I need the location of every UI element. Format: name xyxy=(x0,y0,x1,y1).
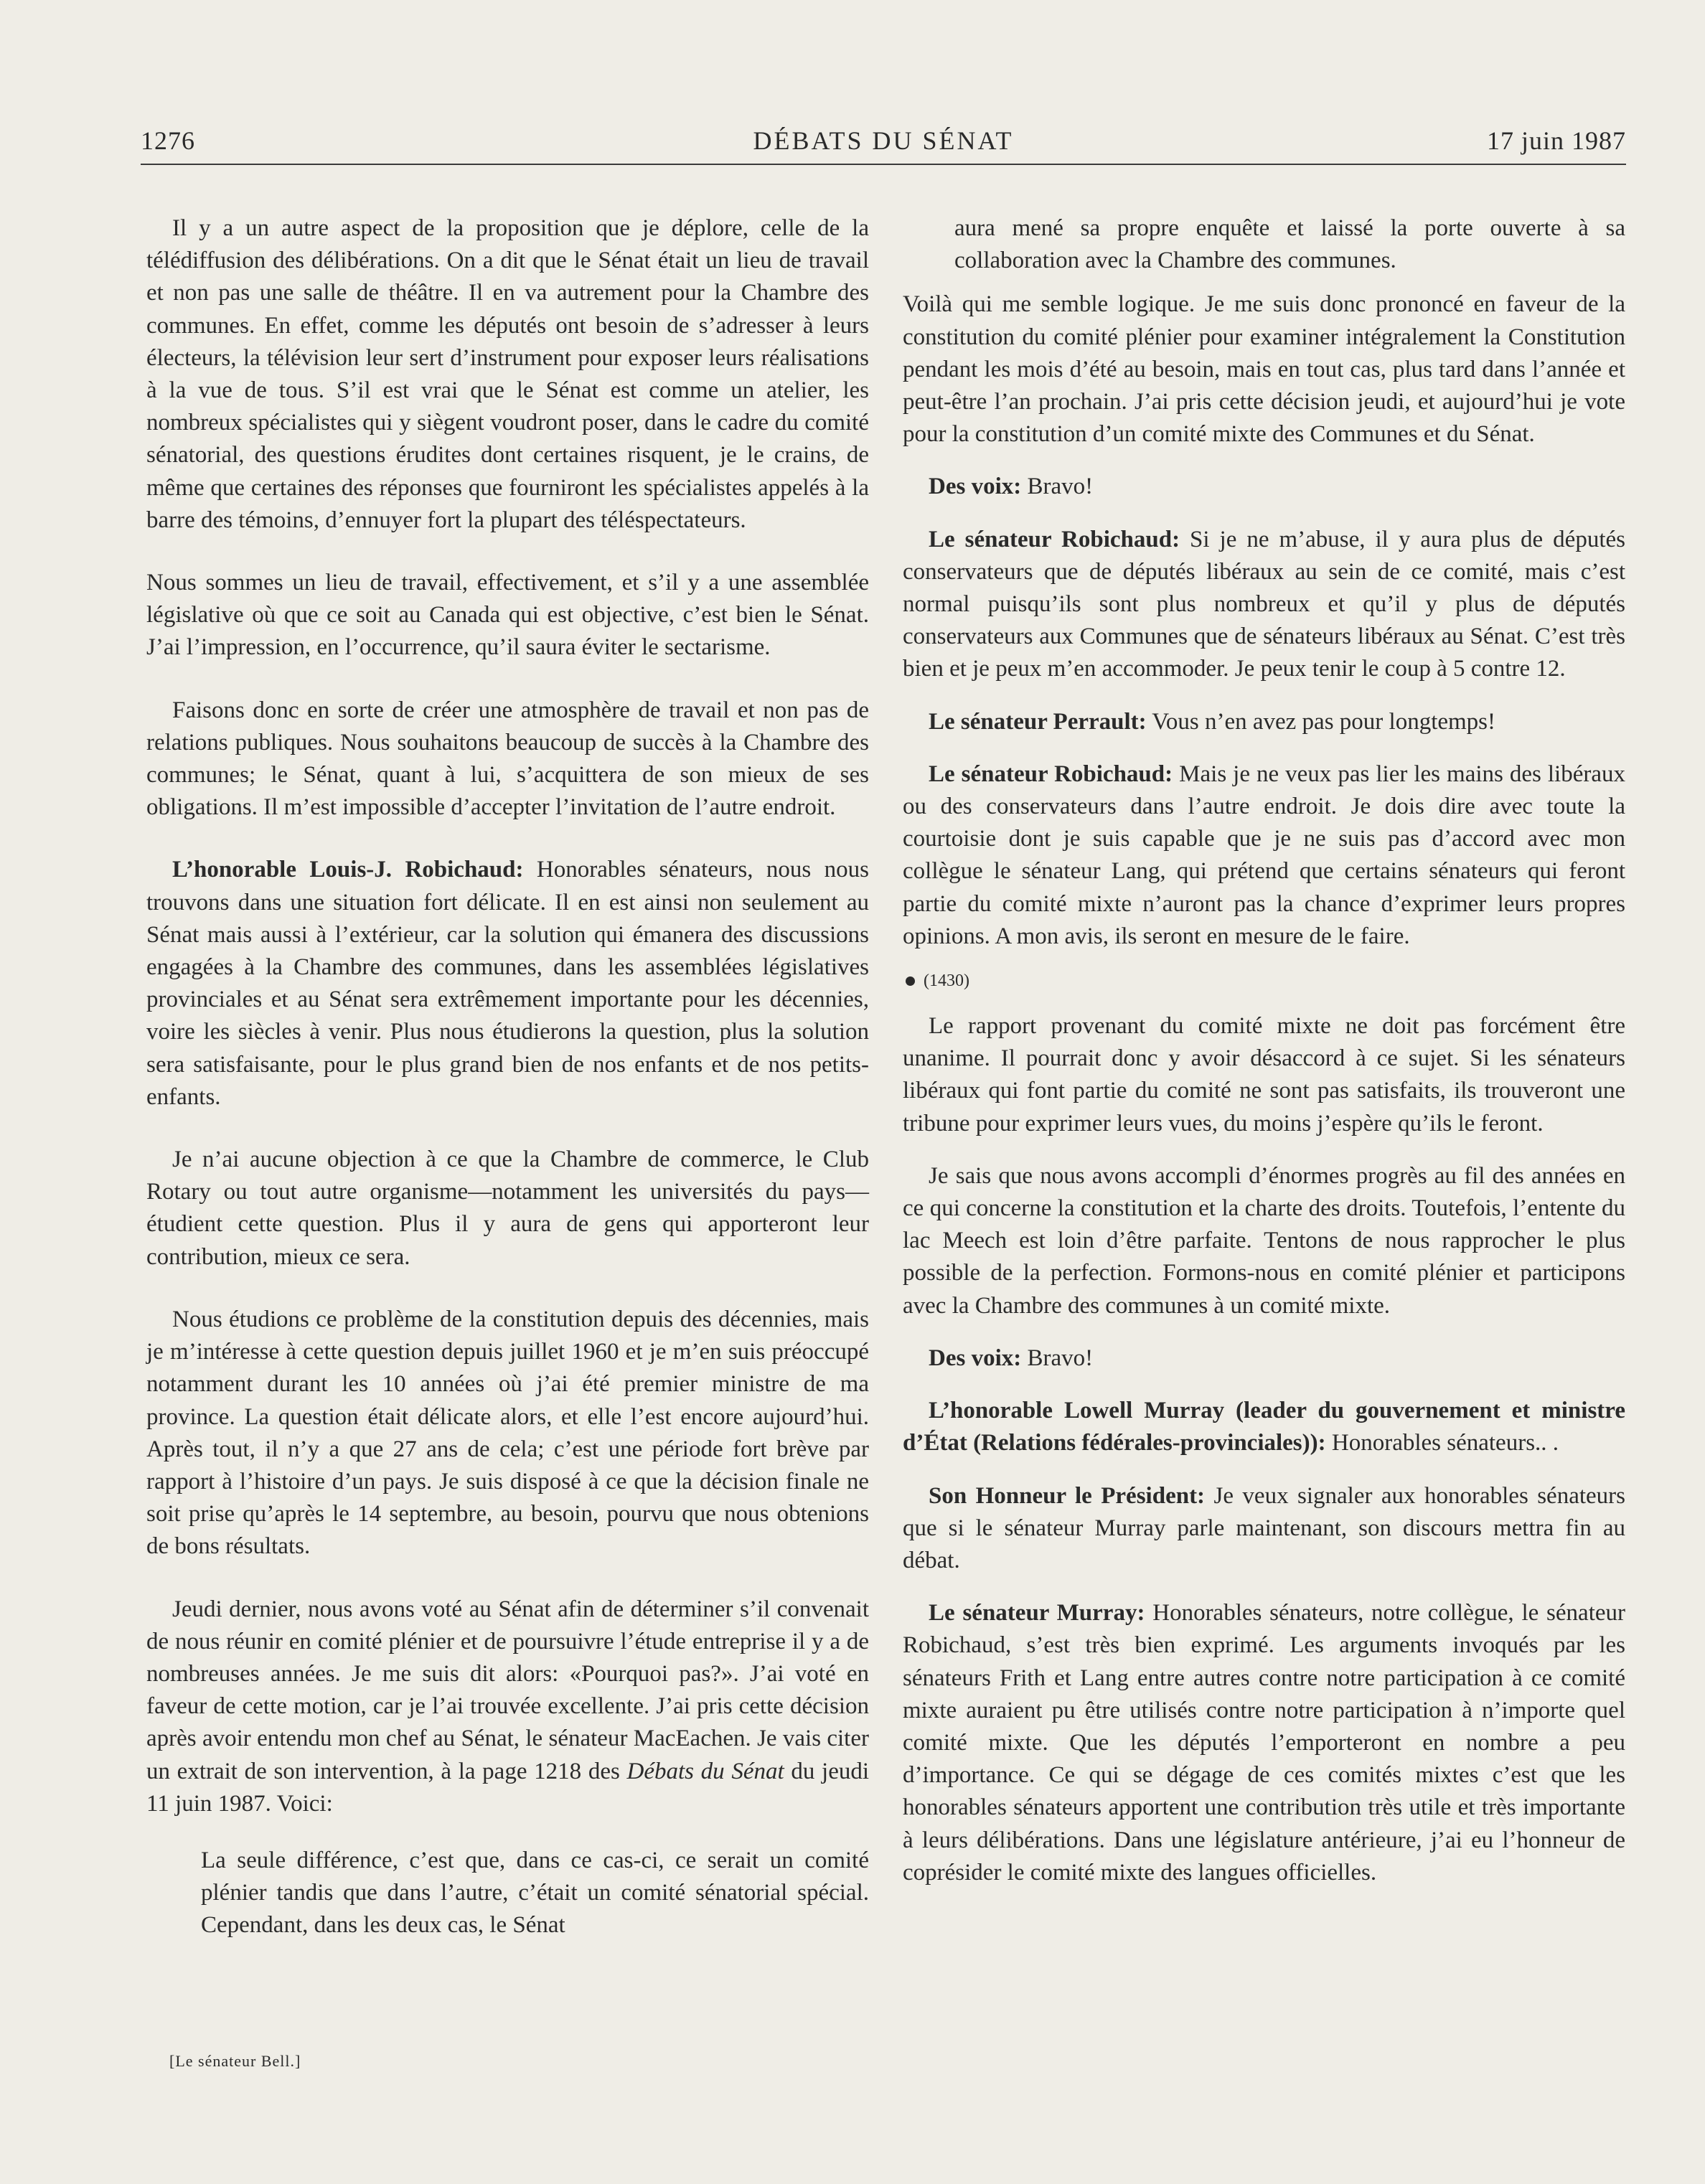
speech-text: Honorables sénateurs, nous nous trouvons dans une situation fort délicate. Il en est ainsi non seulement au Sénat mais aussi à l’extérieur, car la solution qui émanera des discussions engagées à la Chambre des communes, dans les assemblées législatives provinciales et au Sénat sera extrêmement importante pour les décennies, voire les siècles à venir. Plus nous étudierons la question, plus la solution sera satisfaisante, pour le plus grand bien de nos enfants et de nos petits-enfants. xyxy=(146,857,870,1110)
speech-paragraph xyxy=(903,471,1625,503)
speaker-name: Le sénateur Murray: xyxy=(929,1600,1145,1627)
paragraph-text: Jeudi dernier, nous avons voté au Sénat afin de déterminer s’il convenait de nous réunir en comité plénier et de poursuivre l’étude entreprise il y a de nombreuses années. Je me suis dit alors: «Pourquoi pas?». J’ai voté en faveur de cette motion, car je l’ai trouvée excellente. J’ai pris cette décision après avoir entendu mon chef au Sénat, le sénateur MacEachen. Je vais citer un extrait de son intervention, à la page 1218 des xyxy=(146,1596,869,1784)
page-date: 17 juin 1987 xyxy=(1486,126,1626,155)
speaker-name: Le sénateur Perrault: xyxy=(929,708,1147,735)
publication-title: Débats du Sénat xyxy=(626,1758,784,1784)
speech-text: Mais je ne veux pas lier les mains des libéraux ou des conservateurs dans l’autre endroit. Je dois dire avec toute la courtoisie dont je suis capable que je ne suis pas d’accord avec mon collègue le sénateur Lang, qui prétend que certains sénateurs qui feront partie du comité mixte n’auront pas la chance d’exprimer leurs propres opinions. A mon avis, ils seront en mesure de le faire. xyxy=(903,761,1626,949)
paragraph: Voilà qui me semble logique. Je me suis donc prononcé en faveur de la constitution du comité plénier pour examiner intégralement la Constitution pendant les mois d’été au besoin, mais en tout cas, plus tard dans l’année et peut-être l’an prochain. J’ai pris cette décision jeudi, et aujourd’hui je vote pour la constitution d’un comité mixte des Communes et du Sénat. xyxy=(903,291,1625,448)
speaker-name: Son Honneur le Président: xyxy=(929,1482,1206,1509)
speech-text: Honorables sénateurs.. . xyxy=(1325,1430,1559,1456)
page-number: 1276 xyxy=(141,126,195,155)
speech-text: Je veux signaler aux honorables sénateurs que si le sénateur Murray parle maintenant, son discours mettra fin au débat. xyxy=(903,1482,1625,1573)
paragraph: Je n’ai aucune objection à ce que la Chambre de commerce, le Club Rotary ou tout autre organisme—notamment les universités du pays—étudient cette question. Plus il y aura de gens qui apporteront leur contribution, mieux ce sera. xyxy=(146,1147,869,1270)
paragraph: Nous étudions ce problème de la constitution depuis des décennies, mais je m’intéresse à cette question depuis juillet 1960 et je m’en suis préoccupé notamment durant les 10 années où j’ai été premier ministre de ma province. La question était délicate alors, et elle l’est encore aujourd’hui. Après tout, il n’y a que 27 ans de cela; c’est une période fort brève par rapport à l’histoire d’un pays. Je suis disposé à ce que la décision finale ne soit prise qu’après le 14 septembre, au besoin, pourvu que nous obtenions de bons résultats. xyxy=(146,1306,869,1560)
paragraph xyxy=(146,1594,869,1820)
speech-text: Bravo! xyxy=(1021,1345,1094,1371)
speech-paragraph xyxy=(903,1597,1625,1889)
bullet-icon xyxy=(906,976,915,986)
paragraph: Nous sommes un lieu de travail, effectivement, et s’il y a une assemblée législative où que ce soit au Canada qui est objective, c’est bien le Sénat. J’ai l’impression, en l’occurrence, qu’il saura éviter le sectarisme. xyxy=(146,570,869,661)
paragraph: Il y a un autre aspect de la proposition que je déplore, celle de la télédiffusion des délibérations. On a dit que le Sénat était un lieu de travail et non pas une salle de théâtre. Il en va autrement pour la Chambre des communes. En effet, comme les députés ont besoin de s’adresser à leurs électeurs, la télévision leur sert d’instrument pour exposer leurs réalisations à la vue de tous. S’il est vrai que le Sénat est comme un atelier, les nombreux spécialistes qui y siègent voudront poser, dans le cadre du comité sénatorial, des questions érudites dont certaines risquent, je le crains, de même que certaines des réponses que fourniront les spécialistes appelés à la barre des témoins, d’ennuyer fort la plupart des téléspectateurs. xyxy=(146,215,869,533)
speech-paragraph xyxy=(903,1395,1625,1459)
speech-paragraph xyxy=(903,524,1625,686)
speech-text: Bravo! xyxy=(1021,474,1094,500)
paragraph-text-end: du jeudi 11 juin 1987. Voici: xyxy=(146,1758,870,1817)
page-header xyxy=(141,126,1626,166)
speech-paragraph xyxy=(146,854,869,1114)
speech-paragraph xyxy=(903,1342,1625,1375)
header-rule xyxy=(141,164,1626,165)
running-title: DÉBATS DU SÉNAT xyxy=(753,126,1014,155)
speaker-name: Des voix: xyxy=(929,1345,1022,1371)
speech-text: Honorables sénateurs, notre collègue, le sénateur Robichaud, s’est très bien exprimé. Les arguments invoqués par les sénateurs Frith et Lang entre autres contre notre participation à ce comité mixte auraient pu être utilisés contre notre participation à n’importe quel comité mixte. Que les députés l’emporteront en nombre a peu d’importance. Ce qui se dégage de ces comités mixtes c’est que les honorables sénateurs apportent une contribution très utile et très importante à leurs délibérations. Dans une législature antérieure, j’ai eu l’honneur de coprésider le comité mixte des langues officielles. xyxy=(903,1600,1626,1886)
paragraph: Le rapport provenant du comité mixte ne doit pas forcément être unanime. Il pourrait donc y avoir désaccord à ce sujet. Si les sénateurs libéraux qui font partie du comité ne sont pas satisfaits, ils trouveront une tribune pour exprimer leurs vues, du moins j’espère qu’ils le feront. xyxy=(903,1013,1625,1136)
speaker-name: Le sénateur Robichaud: xyxy=(929,761,1173,787)
speech-paragraph xyxy=(903,706,1625,738)
paragraph: Je sais que nous avons accompli d’énormes progrès au fil des années en ce qui concerne la constitution et la charte des droits. Toutefois, l’entente du lac Meech est loin d’être parfaite. Tentons de nous rapprocher le plus possible de la perfection. Formons-nous en comité plénier et participons avec la Chambre des communes à un comité mixte. xyxy=(903,1162,1625,1319)
speaker-name: Le sénateur Robichaud: xyxy=(929,526,1180,552)
speaker-name: L’honorable Louis-J. Robichaud: xyxy=(172,857,524,883)
footer-note: [Le sénateur Bell.] xyxy=(169,2052,301,2070)
block-quote: La seule différence, c’est que, dans ce cas-ci, ce serait un comité plénier tandis que dans l’autre, c’était un comité sénatorial spécial. Cependant, dans les deux cas, le Sénat xyxy=(201,1847,869,1939)
block-quote-continued: aura mené sa propre enquête et laissé la porte ouverte à sa collaboration avec la Chambre des communes. xyxy=(954,215,1625,274)
speech-text: Si je ne m’abuse, il y aura plus de députés conservateurs que de députés libéraux au sein de ce comité, mais c’est normal puisqu’ils sont plus nombreux et qu’il y plus de députés conservateurs aux Communes que de sénateurs libéraux au Sénat. C’est très bien et je peux m’en accommoder. Je peux tenir le coup à 5 contre 12. xyxy=(903,526,1625,682)
speaker-name: Des voix: xyxy=(929,474,1022,500)
paragraph: Faisons donc en sorte de créer une atmosphère de travail et non pas de relations publiques. Nous souhaitons beaucoup de succès à la Chambre des communes; le Sénat, quant à lui, s’acquittera de son mieux de ses obligations. Il m’est impossible d’accepter l’invitation de l’autre endroit. xyxy=(146,697,869,821)
left-column xyxy=(146,212,869,1942)
time-stamp: (1430) xyxy=(924,971,969,991)
speech-text: Vous n’en avez pas pour longtemps! xyxy=(1146,708,1496,735)
speech-paragraph xyxy=(903,758,1625,953)
right-column xyxy=(903,212,1625,1909)
speaker-name: L’honorable Lowell Murray (leader du gouvernement et ministre d’État (Relations fédérales-provinciales)): xyxy=(903,1398,1625,1456)
time-marker xyxy=(903,969,1625,993)
speech-paragraph xyxy=(903,1480,1625,1578)
